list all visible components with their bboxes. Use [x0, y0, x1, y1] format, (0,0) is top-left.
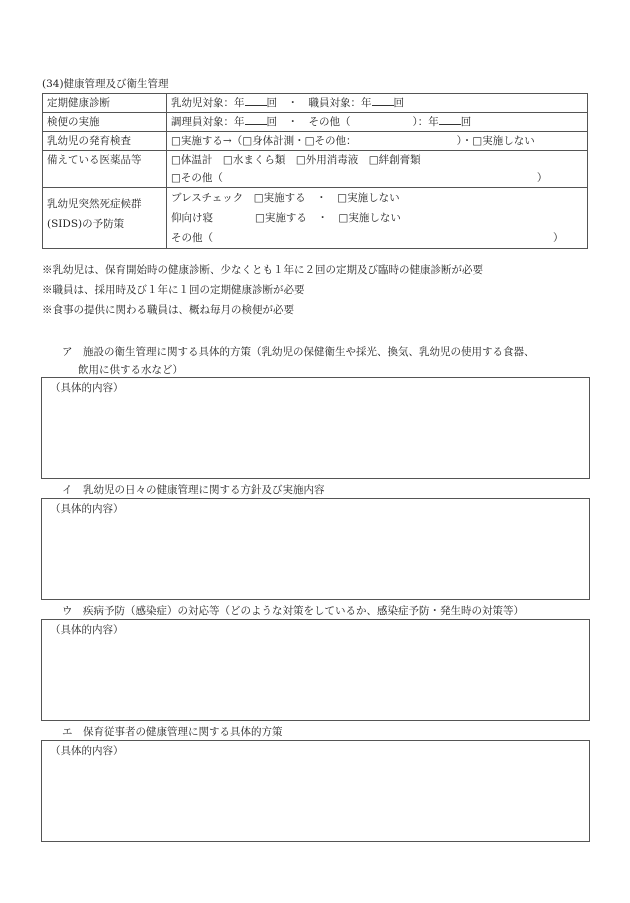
sids-breath-check[interactable]: ブレスチェック □実施する ・ □実施しない — [167, 188, 588, 209]
section-i-textbox[interactable] — [41, 498, 590, 600]
checkup-cell — [167, 94, 588, 113]
sids-supine[interactable]: 仰向け寝 □実施する ・ □実施しない — [167, 208, 588, 228]
stool-cook-count-field[interactable] — [245, 113, 267, 125]
stool-other-year: ）：年 — [412, 116, 439, 128]
section-e-heading: エ 保育従事者の健康管理に関する具体的方策 — [62, 726, 283, 738]
section-a-textbox[interactable] — [41, 377, 590, 479]
section-a-heading: ア 施設の衛生管理に関する具体的方策（乳幼児の保健衛生や採光、換気、乳幼児の使用する食器、 — [62, 346, 535, 358]
medicine-other-text[interactable]: □その他（ — [171, 172, 223, 184]
table-row — [43, 94, 588, 113]
stool-unit: 回 — [460, 116, 472, 128]
sids-label-line1: 乳幼児突然死症候群 — [47, 198, 142, 210]
stool-other-count-field[interactable] — [439, 113, 461, 125]
row-label-checkup: 定期健康診断 — [43, 94, 167, 113]
stool-cell — [167, 113, 588, 132]
box-label: （具体的内容） — [50, 624, 124, 636]
row-label-stool: 検便の実施 — [43, 113, 167, 132]
stool-other-text: 回 ・ その他（ — [266, 116, 351, 128]
table-row — [43, 132, 588, 151]
table-row — [43, 188, 588, 209]
section-e-textbox[interactable] — [41, 740, 590, 842]
box-label: （具体的内容） — [50, 745, 124, 757]
section-u-heading: ウ 疾病予防（感染症）の対応等（どのような対策をしているか、感染症予防・発生時の対策等） — [62, 605, 524, 617]
note-staff: ※職員は、採用時及び１年に１回の定期健康診断が必要 — [42, 284, 305, 296]
row-label-growth: 乳幼児の発育検査 — [43, 132, 167, 151]
section-i-heading: イ 乳幼児の日々の健康管理に関する方針及び実施内容 — [62, 484, 325, 496]
stool-cook-text: 調理員対象：年 — [171, 116, 245, 128]
section-title: (34)健康管理及び衛生管理 — [42, 78, 169, 90]
sids-other-close: ） — [553, 232, 564, 244]
growth-end-text[interactable]: ）・□実施しない — [456, 135, 535, 147]
medicine-checkboxes[interactable]: □体温計 □水まくら類 □外用消毒液 □絆創膏類 — [167, 151, 588, 170]
note-children: ※乳幼児は、保育開始時の健康診断、少なくとも１年に２回の定期及び臨時の健康診断が必要 — [42, 264, 483, 276]
sids-label-line2: (SIDS)の予防策 — [47, 218, 125, 230]
growth-cell — [167, 132, 588, 151]
table-row — [43, 113, 588, 132]
sids-other-text: その他（ — [171, 232, 213, 244]
medicine-other-close: ） — [536, 172, 548, 184]
box-label: （具体的内容） — [50, 503, 124, 515]
checkup-child-count-field[interactable] — [245, 94, 267, 106]
row-label-sids — [43, 188, 167, 249]
checkup-child-text: 乳幼児対象：年 — [171, 97, 245, 109]
sids-other-cell — [167, 228, 588, 249]
checkup-staff-text: 回 ・ 職員対象：年 — [266, 97, 372, 109]
note-food-staff: ※食事の提供に関わる職員は、概ね毎月の検便が必要 — [42, 304, 294, 316]
box-label: （具体的内容） — [50, 382, 124, 394]
checkup-staff-count-field[interactable] — [372, 94, 394, 106]
row-label-medicine: 備えている医薬品等 — [43, 151, 167, 188]
checkup-unit: 回 — [393, 97, 404, 109]
table-row — [43, 151, 588, 170]
health-table — [42, 93, 588, 249]
medicine-other-cell — [167, 169, 588, 188]
growth-text[interactable]: □実施する→（□身体計測・□その他： — [171, 135, 357, 147]
section-u-textbox[interactable] — [41, 619, 590, 721]
section-a-heading-cont: 飲用に供する水など） — [78, 364, 183, 376]
